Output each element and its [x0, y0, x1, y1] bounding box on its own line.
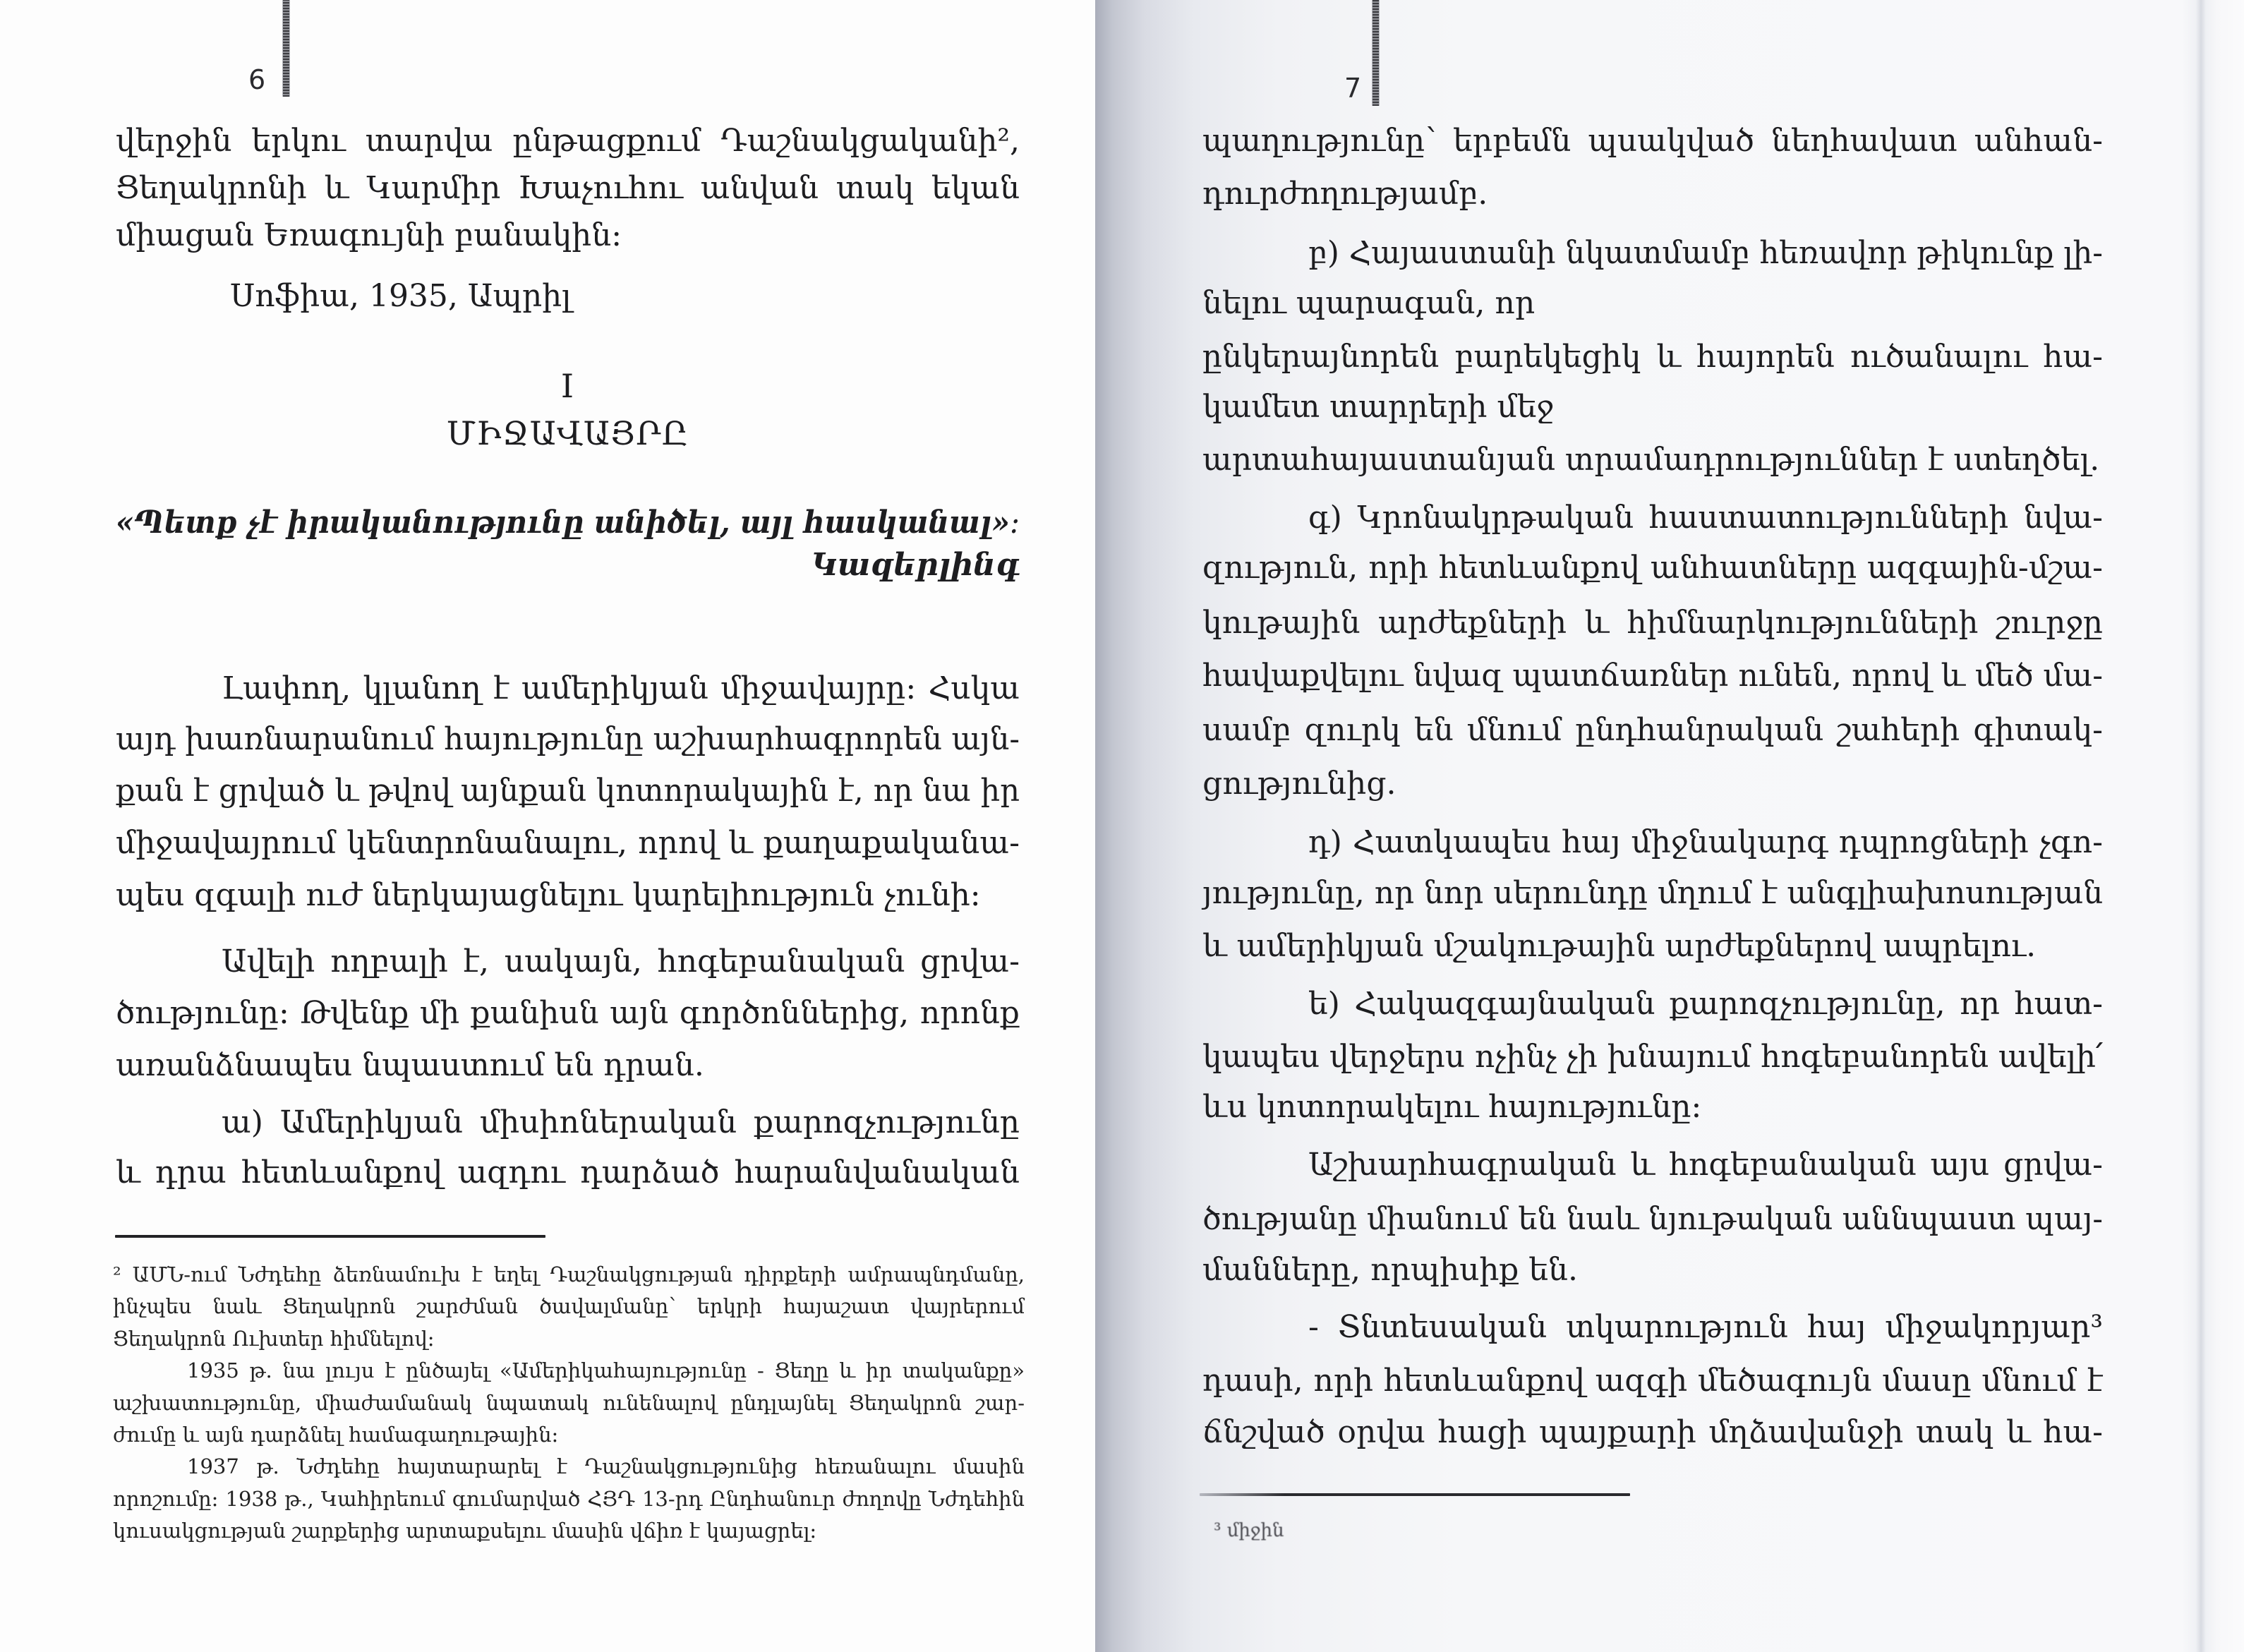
line-text: պաղությունը՝ երբեմն պսակված նեղհավատ անհան-: [1202, 123, 2103, 159]
footnote-text: 1937 թ. Նժդեհը հայտարարել է Դաշնակցությունից հեռանալու մասին: [187, 1454, 1025, 1478]
line-text: կապես վերջերս ոչինչ չի խնայում հոգեբանորեն ավելի՛: [1202, 1039, 2103, 1075]
text-line: [116, 120, 1020, 162]
footnote-text: որոշումը։ 1938 թ., Կահիրեում գումարված ՀՅԴ 13-րդ Ընդհանուր ժողովը Նժդեհին: [113, 1487, 1025, 1511]
text-line: [1202, 336, 2103, 378]
line-text: դուրժողությամբ.: [1202, 176, 1488, 212]
line-text: - Տնտեսական տկարություն հայ միջակորյար³: [1308, 1309, 2103, 1345]
text-line: [1202, 655, 2103, 697]
line-text: վերջին երկու տարվա ընթացքում Դաշնակցականի²,: [116, 123, 1020, 159]
next-page-edge: [2196, 0, 2206, 1652]
chapter-number: [116, 365, 1020, 407]
line-text: առանձնապես նպաստում են դրան.: [116, 1047, 704, 1083]
text-line: [1202, 386, 2103, 428]
footnote-line: [187, 1356, 1025, 1385]
footnote-text: Ցեղակրոն Ուխտեր հիմնելով։: [113, 1327, 435, 1351]
epigraph-author: [116, 544, 1020, 586]
line-text: պես զգալի ուժ ներկայացնելու կարելիություն չունի։: [116, 877, 981, 913]
text-line: [116, 1152, 1020, 1194]
text-line: [116, 874, 1020, 917]
footnote-line: [113, 1325, 1025, 1353]
line-text: ծությունը։ Թվենք մի քանիսն այն գործոններից, որոնք: [116, 995, 1020, 1031]
line-text: միջավայրում կենտրոնանալու, որով և քաղաքականա-: [116, 825, 1020, 861]
line-text: ևս կոտորակելու հայությունը։: [1202, 1089, 1702, 1125]
text-line: [116, 992, 1020, 1035]
chapter-title: [116, 412, 1020, 454]
text-line: [1202, 602, 2103, 644]
line-text: ցությունից.: [1202, 766, 1397, 802]
text-line: [1202, 173, 2103, 215]
footnote-line: [113, 1421, 1025, 1449]
text-line: [1202, 439, 2103, 481]
text-line: [1308, 1144, 2103, 1186]
chapter-title-text: ՄԻՋԱՎԱՅՐԸ: [446, 414, 689, 452]
line-text: հավաքվելու նվազ պատճառներ ունեն, որով և մեծ մա-: [1202, 658, 2103, 694]
list-item-line: [1308, 1306, 2103, 1349]
line-text: յությունը, որ նոր սերունդը մղում է անգլիախոսության: [1202, 875, 2103, 911]
text-line: [1202, 925, 2103, 967]
text-line: [116, 167, 1020, 210]
footnote-text: ինչպես նաև Ցեղակրոն շարժման ծավալմանը՝ երկրի հայաշատ վայրերում: [113, 1294, 1025, 1318]
footnote-line: [1214, 1517, 1637, 1545]
epigraph-quote-text: «Պետք չէ իրականությունը անիծել, այլ հասկանալ»։: [116, 505, 1020, 541]
footnote-line: [187, 1452, 1025, 1481]
list-item-line: [1308, 983, 2103, 1025]
footnote-line: [113, 1389, 1025, 1417]
text-line: [116, 215, 1020, 257]
footnote-line: [113, 1517, 1025, 1545]
line-text: կամետ տարրերի մեջ: [1202, 389, 1555, 425]
footnote-text: ² ԱՄՆ-ում Նժդեհը ձեռնամուխ է եղել Դաշնակցության դիրքերի ամրապնդմանը,: [113, 1262, 1025, 1286]
footnote-text: ժումը և այն դարձնել համագաղութային։: [113, 1423, 559, 1447]
footnote-line: [113, 1260, 1025, 1289]
text-line: [1202, 1086, 2103, 1128]
text-line: [1202, 120, 2103, 162]
list-item-line: [222, 1102, 1020, 1144]
list-item-line: [1308, 821, 2103, 864]
epigraph-author-text: Կազերլինգ: [811, 547, 1020, 583]
line-text: գ) Կրոնակրթական հաստատությունների նվա-: [1308, 500, 2103, 536]
line-text: դասի, որի հետևանքով ազգի մեծագույն մասը մնում է: [1202, 1363, 2103, 1399]
page-header-bar-right: [1372, 0, 1380, 106]
line-text: դ) Հատկապես հայ միջնակարգ դպրոցների չգո-: [1308, 824, 2103, 860]
text-line: [1202, 1036, 2103, 1078]
line-text: ե) Հակազգայնական քարոզչությունը, որ հատ-: [1308, 986, 2103, 1022]
text-line: [1202, 872, 2103, 915]
text-line: [1202, 709, 2103, 752]
line-text: զություն, որի հետևանքով անհատները ազգային-մշա-: [1202, 550, 2103, 586]
footnote-text: ³ միջին: [1214, 1520, 1284, 1541]
text-line: [1202, 1360, 2103, 1402]
text-line: [1202, 282, 2103, 325]
text-line: [1202, 547, 2103, 589]
chapter-number-text: I: [560, 367, 575, 405]
text-line: [116, 770, 1020, 812]
line-text: Ավելի ողբալի է, սակայն, հոգեբանական ցրվա-: [222, 943, 1020, 979]
line-text: Ցեղակրոնի և Կարմիր Խաչուհու անվան տակ եկան: [116, 170, 1020, 206]
line-text: նելու պարագան, որ: [1202, 285, 1536, 321]
footnote-text: աշխատությունը, միաժամանակ նպատակ ունենալով ընդլայնել Ցեղակրոն շար-: [113, 1391, 1025, 1415]
page-number-left: 6: [248, 64, 266, 95]
text-line: [116, 1044, 1020, 1087]
line-text: բ) Հայաստանի նկատմամբ հեռավոր թիկունք լի-: [1308, 235, 2103, 271]
epigraph-quote: [116, 502, 1020, 544]
footnote-text: կուսակցության շարքերից արտաքսելու մասին վճիռ է կայացրել։: [113, 1519, 817, 1543]
text-line: [1202, 1411, 2103, 1454]
line-text: ա) Ամերիկյան միսիոներական քարոզչությունը: [222, 1104, 1020, 1140]
text-line: [1202, 1249, 2103, 1291]
footnote-line: [113, 1485, 1025, 1513]
list-item-line: [1308, 232, 2103, 275]
footnote-separator: [115, 1235, 545, 1238]
line-text: մանները, որպիսիք են.: [1202, 1252, 1578, 1288]
footnote-text: 1935 թ. նա լույս է ընծայել «Ամերիկահայությունը - Ցեղը և իր տականքը»: [187, 1358, 1025, 1382]
line-text: ծությանը միանում են նաև նյութական աննպաստ պայ-: [1202, 1201, 2103, 1237]
page-header-bar-left: [282, 0, 290, 97]
dateline-text: Սոֆիա, 1935, Ապրիլ: [230, 278, 572, 314]
line-text: այդ խառնարանում հայությունը աշխարհագրորեն այն-: [116, 721, 1020, 757]
list-item-line: [1308, 497, 2103, 539]
line-text: միացան Եռագույնի բանակին։: [116, 217, 622, 253]
line-text: սամբ զուրկ են մնում ընդհանրական շահերի գիտակ-: [1202, 712, 2103, 748]
line-text: քան է ցրված և թվով այնքան կոտորակային է, որ նա իր: [116, 773, 1020, 809]
text-line: [222, 941, 1020, 983]
line-text: արտահայաստանյան տրամադրություններ է ստեղծել.: [1202, 442, 2100, 478]
footnote-line: [113, 1292, 1025, 1320]
text-line: [116, 718, 1020, 761]
line-text: Լափող, կլանող է ամերիկյան միջավայրը։ Հսկա: [222, 670, 1020, 706]
text-line: [1202, 1198, 2103, 1241]
dateline: [230, 275, 724, 318]
line-text: ճնշված օրվա հացի պայքարի մղձավանջի տակ և հա-: [1202, 1414, 2103, 1450]
line-text: ընկերայնորեն բարեկեցիկ և հայորեն ուծանալու հա-: [1202, 339, 2103, 375]
footnote-separator: [1200, 1493, 1630, 1496]
text-line: [1202, 763, 2103, 805]
line-text: կութային արժեքների և հիմնարկությունների շուրջը: [1202, 605, 2103, 641]
line-text: Աշխարհագրական և հոգեբանական այս ցրվա-: [1308, 1147, 2103, 1183]
page-number-right: 7: [1344, 73, 1362, 104]
line-text: և ամերիկյան մշակութային արժեքներով ապրելու.: [1202, 928, 2037, 964]
line-text: և դրա հետևանքով ազդու դարձած հարանվանական: [116, 1154, 1020, 1190]
text-line: [222, 668, 1020, 710]
text-line: [116, 822, 1020, 864]
